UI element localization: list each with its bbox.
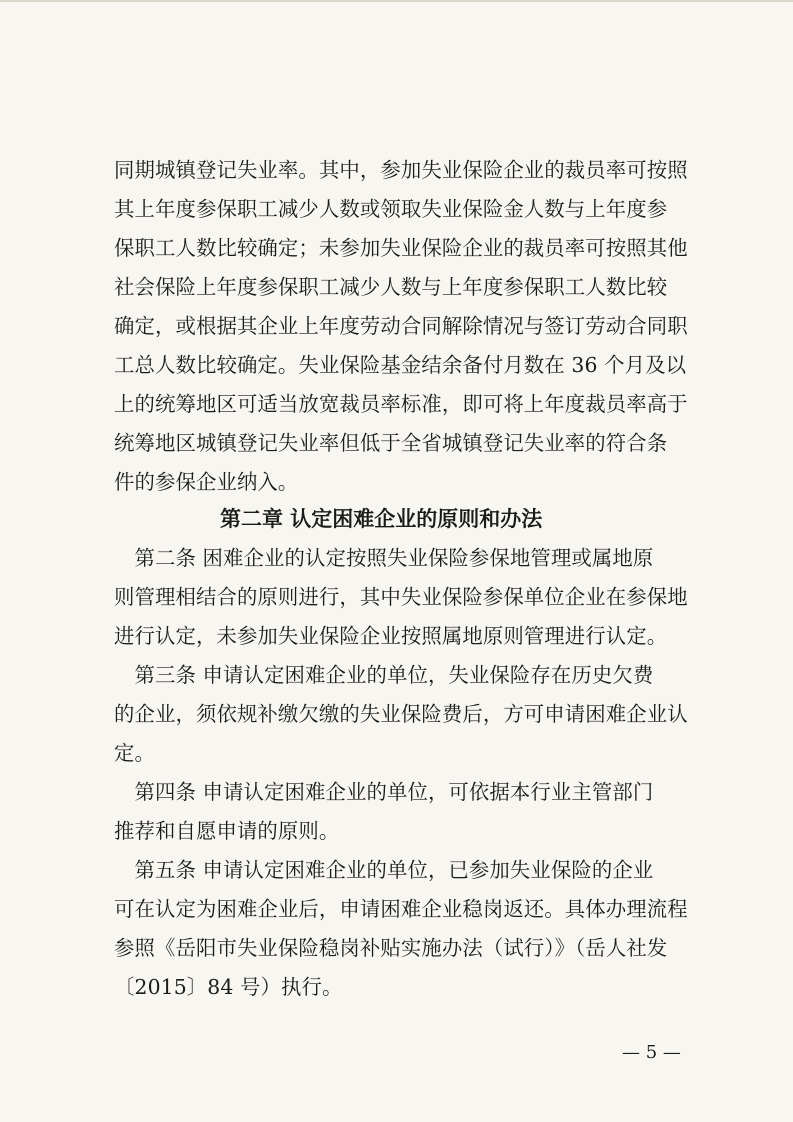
article-3-line: 的企业，须依规补缴欠缴的失业保险费后，方可申请困难企业认 — [114, 702, 688, 726]
body-line: 件的参保企业纳入。 — [114, 470, 299, 494]
body-line: 上的统筹地区可适当放宽裁员率标准，即可将上年度裁员率高于 — [114, 392, 688, 416]
article-5-line: 第五条 申请认定困难企业的单位，已参加失业保险的企业 — [114, 858, 654, 882]
article-4-line: 推荐和自愿申请的原则。 — [114, 819, 340, 843]
article-2-line: 第二条 困难企业的认定按照失业保险参保地管理或属地原 — [114, 546, 654, 570]
body-line: 保职工人数比较确定；未参加失业保险企业的裁员率可按照其他 — [114, 236, 688, 260]
body-line: 工总人数比较确定。失业保险基金结余备付月数在 36 个月及以 — [114, 353, 687, 377]
body-line: 确定，或根据其企业上年度劳动合同解除情况与签订劳动合同职 — [114, 314, 688, 338]
scan-edge — [0, 0, 793, 2]
article-4-line: 第四条 申请认定困难企业的单位，可依据本行业主管部门 — [114, 780, 654, 804]
body-line: 社会保险上年度参保职工减少人数与上年度参保职工人数比较 — [114, 275, 668, 299]
chapter-heading: 第二章 认定困难企业的原则和办法 — [220, 507, 543, 531]
article-5-line: 参照《岳阳市失业保险稳岗补贴实施办法（试行）》（岳人社发 — [114, 936, 668, 960]
article-3-line: 定。 — [114, 741, 155, 765]
article-2-line: 则管理相结合的原则进行，其中失业保险参保单位企业在参保地 — [114, 585, 688, 609]
body-line: 同期城镇登记失业率。其中，参加失业保险企业的裁员率可按照 — [114, 158, 688, 182]
article-2-line: 进行认定，未参加失业保险企业按照属地原则管理进行认定。 — [114, 624, 668, 648]
article-3-line: 第三条 申请认定困难企业的单位，失业保险存在历史欠费 — [114, 663, 654, 687]
article-5-line: 可在认定为困难企业后，申请困难企业稳岗返还。具体办理流程 — [114, 897, 688, 921]
body-line: 统筹地区城镇登记失业率但低于全省城镇登记失业率的符合条 — [114, 431, 668, 455]
body-line: 其上年度参保职工减少人数或领取失业保险金人数与上年度参 — [114, 197, 668, 221]
article-5-line: 〔2015〕84 号）执行。 — [114, 975, 343, 999]
page-number: — 5 — — [622, 1042, 681, 1063]
